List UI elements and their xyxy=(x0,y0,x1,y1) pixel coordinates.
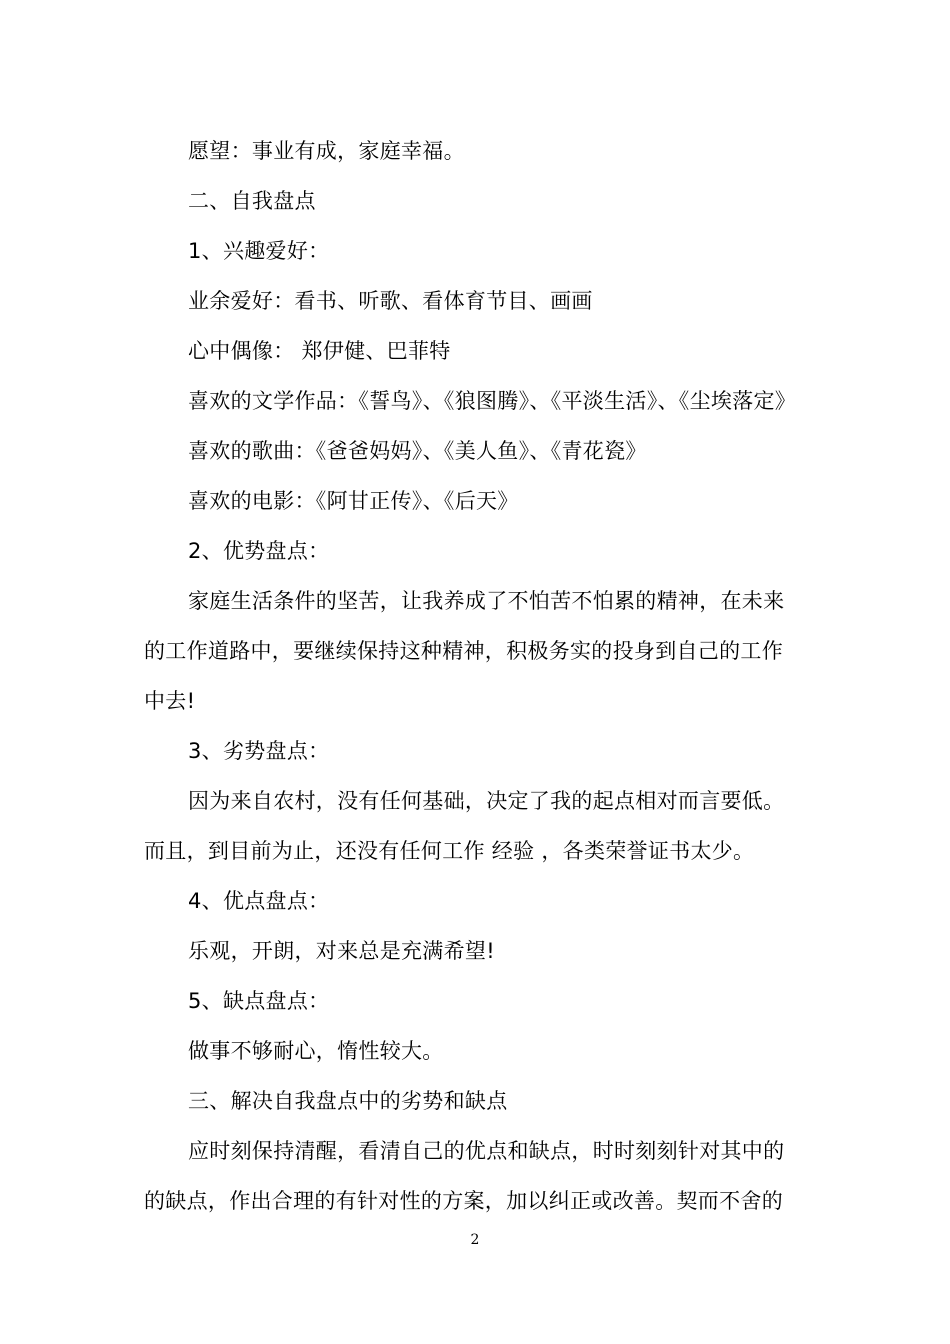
text-line-songs: 喜欢的歌曲：《爸爸妈妈》、《美人鱼》、《青花瓷》 xyxy=(188,439,647,463)
text-line-hobbies: 业余爱好：看书、听歌、看体育节目、画画 xyxy=(188,289,593,313)
paragraph-strengths-line-3: 中去! xyxy=(144,689,196,713)
subheading-shortcomings: 5、缺点盘点： xyxy=(188,989,330,1013)
paragraph-strengths-line-1: 家庭生活条件的坚苦，让我养成了不怕苦不怕累的精神，在未来 xyxy=(188,589,785,613)
subheading-weaknesses: 3、劣势盘点： xyxy=(188,739,330,763)
text-line-merits: 乐观，开朗，对来总是充满希望! xyxy=(188,939,495,963)
subheading-strengths: 2、优势盘点： xyxy=(188,539,330,563)
section-heading-solutions: 三、解决自我盘点中的劣势和缺点 xyxy=(188,1089,508,1113)
paragraph-strengths-line-2: 的工作道路中，要继续保持这种精神，积极务实的投身到自己的工作 xyxy=(144,639,783,663)
text-line-shortcomings: 做事不够耐心，惰性较大。 xyxy=(188,1039,444,1063)
text-line-literature: 喜欢的文学作品：《誓鸟》、《狼图腾》、《平淡生活》、《尘埃落定》 xyxy=(188,389,797,413)
paragraph-solutions-line-2: 的缺点，作出合理的有针对性的方案，加以纠正或改善。契而不舍的 xyxy=(144,1189,783,1213)
section-heading-self-review: 二、自我盘点 xyxy=(188,189,316,213)
paragraph-solutions-line-1: 应时刻保持清醒，看清自己的优点和缺点，时时刻刻针对其中的 xyxy=(188,1139,785,1163)
text-line-wish: 愿望：事业有成，家庭幸福。 xyxy=(188,139,465,163)
page-number: 2 xyxy=(470,1232,480,1248)
text-line-idols: 心中偶像： 郑伊健、巴菲特 xyxy=(188,339,451,363)
paragraph-weaknesses-line-2: 而且，到目前为止，还没有任何工作 经验 ，各类荣誉证书太少。 xyxy=(144,839,755,863)
text-line-movies: 喜欢的电影：《阿甘正传》、《后天》 xyxy=(188,489,519,513)
subheading-merits: 4、优点盘点： xyxy=(188,889,330,913)
subheading-interests: 1、兴趣爱好： xyxy=(188,239,330,263)
paragraph-weaknesses-line-1: 因为来自农村，没有任何基础，决定了我的起点相对而言要低。 xyxy=(188,789,785,813)
